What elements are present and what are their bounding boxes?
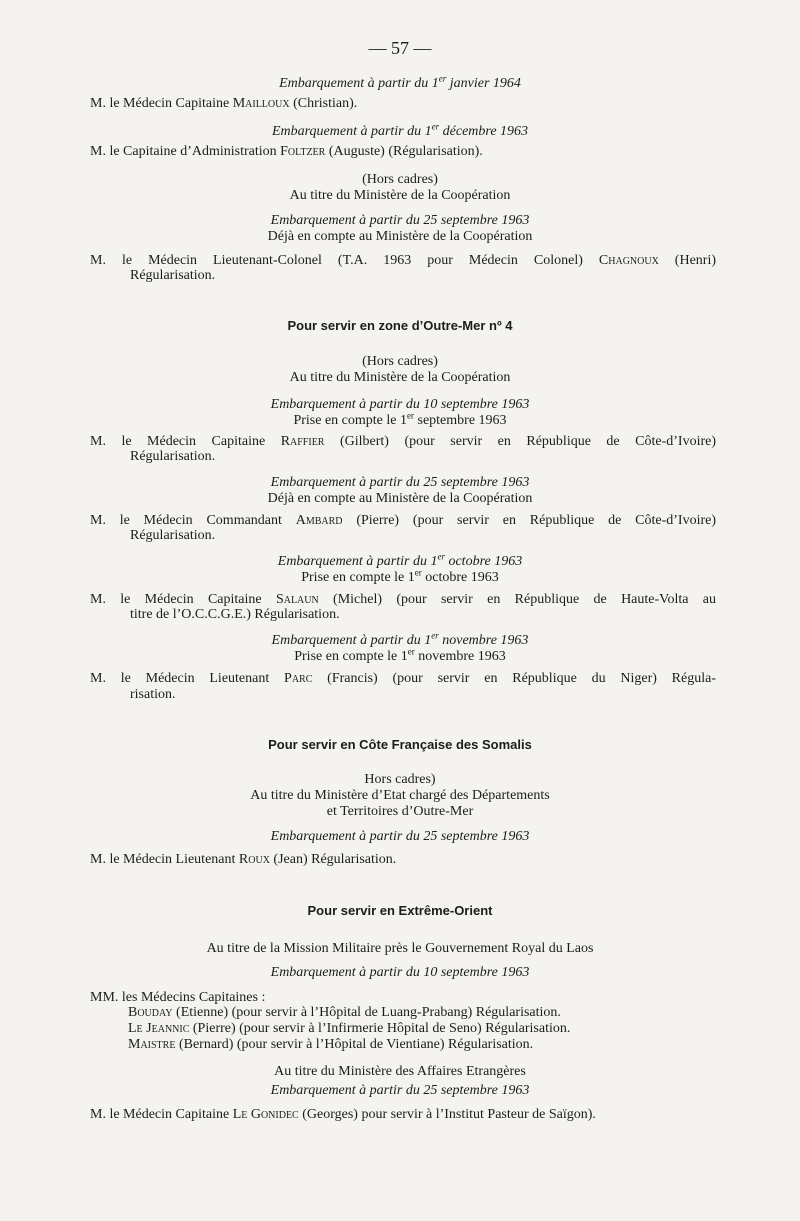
surname: Le Jeannic [128, 1021, 190, 1036]
section-heading: Pour servir en Extrême-Orient [307, 903, 493, 918]
personnel-entry: M. le Médecin Capitaine Le Gonidec (Georges) pour servir à l’Institut Pasteur de Saïgon). [90, 1107, 596, 1122]
status-note: (Hors cadres) [362, 354, 438, 369]
page-number: — 57 — [368, 38, 432, 58]
section-heading: Pour servir en zone d’Outre-Mer nº 4 [287, 318, 513, 333]
ministry-line: Au titre du Ministère d’Etat chargé des Départements [250, 788, 550, 803]
ministry-line: Au titre du Ministère de la Coopération [289, 370, 511, 385]
surname: Foltzer [280, 144, 326, 159]
embarkation-date: Embarquement à partir du 1er octobre 1963 [277, 551, 523, 569]
surname: Mailloux [232, 96, 290, 111]
embarkation-date: Embarquement à partir du 1er décembre 1963 [271, 121, 529, 139]
accounting-note: Déjà en compte au Ministère de la Coopération [267, 491, 533, 506]
embarkation-date: Embarquement à partir du 25 septembre 1963 [270, 829, 530, 844]
personnel-entry: M. le Médecin Capitaine Mailloux (Christian). [90, 96, 358, 111]
regularisation-note: Régularisation. [130, 528, 216, 543]
surname: Roux [238, 852, 270, 867]
ministry-line: Au titre du Ministère de la Coopération [289, 188, 511, 203]
embarkation-date: Embarquement à partir du 1er novembre 1963 [271, 630, 529, 648]
embarkation-date: Embarquement à partir du 10 septembre 1963 [270, 965, 530, 980]
personnel-entry: M. le Médecin Lieutenant Roux (Jean) Régularisation. [90, 852, 397, 867]
surname: Bouday [128, 1005, 173, 1020]
personnel-entry: M. le Médecin Commandant Ambard (Pierre) (pour servir en République de Côte-d’Ivoire) [90, 513, 717, 528]
embarkation-date: Embarquement à partir du 25 septembre 1963 [270, 1083, 530, 1098]
surname: Salaun [275, 592, 319, 607]
accounting-note: Déjà en compte au Ministère de la Coopération [267, 229, 533, 244]
entry-continuation: titre de l’O.C.C.G.E.) Régularisation. [130, 607, 340, 622]
surname: Raffier [280, 434, 325, 449]
prise-en-compte: Prise en compte le 1er octobre 1963 [301, 567, 499, 585]
entry-continuation: risation. [130, 687, 176, 702]
embarkation-date: Embarquement à partir du 25 septembre 1963 [270, 475, 530, 490]
personnel-entry: Bouday (Etienne) (pour servir à l’Hôpital de Luang-Prabang) Régularisation. [128, 1005, 561, 1020]
regularisation-note: Régularisation. [130, 449, 216, 464]
surname: Ambard [295, 513, 343, 528]
personnel-entry: M. le Médecin Lieutenant Parc (Francis) (pour servir en République du Niger) Régula- [90, 671, 716, 686]
status-note: (Hors cadres) [362, 172, 438, 187]
ministry-line: Au titre de la Mission Militaire près le Gouvernement Royal du Laos [206, 941, 594, 956]
ministry-line: et Territoires d’Outre-Mer [326, 804, 474, 819]
surname: Le Gonidec [232, 1107, 299, 1122]
ministry-line: Au titre du Ministère des Affaires Etrangères [274, 1064, 526, 1079]
surname: Chagnoux [598, 253, 659, 268]
prise-en-compte: Prise en compte le 1er novembre 1963 [294, 646, 506, 664]
status-note: Hors cadres) [364, 772, 436, 787]
surname: Maistre [128, 1037, 176, 1052]
personnel-entry: Le Jeannic (Pierre) (pour servir à l’Infirmerie Hôpital de Seno) Régularisation. [128, 1021, 571, 1036]
personnel-entry: M. le Médecin Capitaine Salaun (Michel) (pour servir en République de Haute-Volta au [90, 592, 716, 607]
personnel-entry: M. le Médecin Lieutenant-Colonel (T.A. 1963 pour Médecin Colonel) Chagnoux (Henri) [90, 253, 717, 268]
section-heading: Pour servir en Côte Française des Somalis [268, 737, 532, 752]
embarkation-date: Embarquement à partir du 25 septembre 1963 [270, 213, 530, 228]
personnel-entry: M. le Médecin Capitaine Raffier (Gilbert) (pour servir en République de Côte-d’Ivoire) [90, 434, 716, 449]
surname: Parc [284, 671, 313, 686]
prise-en-compte: Prise en compte le 1er septembre 1963 [293, 410, 507, 428]
personnel-entry: M. le Capitaine d’Administration Foltzer (Auguste) (Régularisation). [90, 144, 483, 159]
group-heading: MM. les Médecins Capitaines : [90, 990, 266, 1005]
regularisation-note: Régularisation. [130, 268, 216, 283]
embarkation-date: Embarquement à partir du 1er janvier 1964 [279, 73, 521, 91]
embarkation-date: Embarquement à partir du 10 septembre 1963 [270, 397, 530, 412]
personnel-entry: Maistre (Bernard) (pour servir à l’Hôpital de Vientiane) Régularisation. [128, 1037, 534, 1052]
